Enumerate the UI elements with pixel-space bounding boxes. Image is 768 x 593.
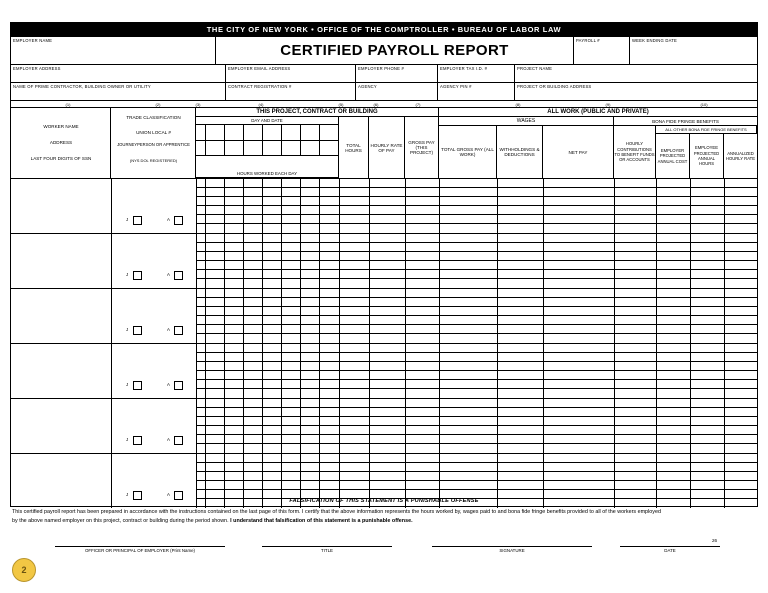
field-week-ending-date[interactable]: WEEK ENDING DATE <box>630 37 757 65</box>
field-agency[interactable]: AGENCY <box>356 83 438 101</box>
field-contract-registration[interactable]: CONTRACT REGISTRATION # <box>226 83 356 101</box>
guide-7: (7) <box>415 102 421 107</box>
guide-8: (8) <box>515 102 521 107</box>
header-hourly-contributions: HOURLY CONTRIBUTIONS TO BENEFIT FUNDS OR ACCOUNTS <box>614 126 656 178</box>
header-gross-pay-this-project: GROSS PAY (THIS PROJECT) <box>405 117 439 178</box>
day-date-grid <box>196 125 339 156</box>
caption-title: TITLE <box>321 548 333 553</box>
header-journeyperson-apprentice: JOURNEYPERSON OR APPRENTICE <box>117 142 190 147</box>
apprentice-label: A <box>167 437 170 442</box>
guide-10: (10) <box>700 102 708 107</box>
apprentice-label: A <box>167 492 170 497</box>
header-trade-classification: TRADE CLASSIFICATION <box>126 115 181 120</box>
header-employer-projected-annual-cost: EMPLOYER PROJECTED ANNUAL COST <box>656 134 690 178</box>
field-project-or-building-address[interactable]: PROJECT OR BUILDING ADDRESS <box>515 83 757 101</box>
header-annualized-hourly-rate: ANNUALIZED HOURLY RATE <box>725 150 756 161</box>
page-title: CERTIFIED PAYROLL REPORT <box>216 37 574 65</box>
certification-line-2-bold: I understand that falsification of this statement is a punishable offense. <box>230 517 413 524</box>
apprentice-label: A <box>167 327 170 332</box>
caption-officer: OFFICER OR PRINCIPAL OF EMPLOYER (Print Name) <box>84 548 196 553</box>
apprentice-checkbox[interactable] <box>174 436 183 445</box>
group-header-wages: WAGES <box>439 117 614 126</box>
journeyperson-label: J <box>126 217 129 222</box>
guide-2: (2) <box>155 102 161 107</box>
header-hourly-rate-of-pay: HOURLY RATE OF PAY <box>369 117 405 178</box>
field-project-name[interactable]: PROJECT NAME <box>515 65 757 83</box>
apprentice-checkbox[interactable] <box>174 381 183 390</box>
journeyperson-checkbox[interactable] <box>133 216 142 225</box>
guide-6: (6) <box>373 102 379 107</box>
guide-4: (4) <box>258 102 264 107</box>
journeyperson-label: J <box>126 492 129 497</box>
field-employer-email[interactable]: EMPLOYER EMAIL ADDRESS <box>226 65 356 83</box>
guide-1: (1) <box>65 102 71 107</box>
form-frame <box>10 36 758 507</box>
header-withholdings-deductions: WITHHOLDINGS & DEDUCTIONS <box>497 126 543 178</box>
table-row[interactable] <box>11 398 757 453</box>
group-header-bona-fide-fringe: BONA FIDE FRINGE BENEFITS <box>614 117 757 126</box>
journeyperson-checkbox[interactable] <box>133 326 142 335</box>
field-agency-pin[interactable]: AGENCY PIN # <box>438 83 515 101</box>
table-row[interactable] <box>11 178 757 233</box>
apprentice-checkbox[interactable] <box>174 271 183 280</box>
field-employer-tax-id[interactable]: EMPLOYER TAX I.D. # <box>438 65 515 83</box>
journeyperson-checkbox[interactable] <box>133 271 142 280</box>
apprentice-label: A <box>167 382 170 387</box>
header-employee-projected-annual-hours: EMPLOYEE PROJECTED ANNUAL HOURS <box>690 134 724 178</box>
header-net-pay: NET PAY <box>543 126 614 178</box>
falsification-notice: FALSIFICATION OF THIS STATEMENT IS A PUNISHABLE OFFENSE <box>289 498 479 504</box>
journeyperson-label: J <box>126 272 129 277</box>
field-name-of-prime-contractor[interactable]: NAME OF PRIME CONTRACTOR, BUILDING OWNER OR UTILITY <box>11 83 226 101</box>
signature-line-signature[interactable] <box>432 546 592 547</box>
header-worker-address: ADDRESS <box>49 140 73 145</box>
group-header-all-other-fringe: ALL OTHER BONA FIDE FRINGE BENEFITS <box>656 126 757 134</box>
certification-statement <box>12 508 756 526</box>
table-row[interactable] <box>11 233 757 288</box>
apprentice-checkbox[interactable] <box>174 216 183 225</box>
journeyperson-checkbox[interactable] <box>133 381 142 390</box>
certification-line-2-plain: by the above named employer on this project, contract or building during the period shown. <box>12 517 231 524</box>
group-header-all-work: ALL WORK (PUBLIC AND PRIVATE) <box>439 108 757 117</box>
field-employer-name[interactable]: EMPLOYER NAME <box>11 37 216 65</box>
header-worker-block <box>11 108 111 178</box>
header-trade-block <box>111 108 196 178</box>
page-badge: 2 <box>12 558 36 582</box>
apprentice-checkbox[interactable] <box>174 326 183 335</box>
header-worker-name: WORKER NAME <box>43 124 79 129</box>
signature-line-officer[interactable] <box>55 546 225 547</box>
journeyperson-label: J <box>126 382 129 387</box>
signature-line-date[interactable] <box>620 546 720 547</box>
guide-5: (5) <box>338 102 344 107</box>
guide-3: (3) <box>195 102 201 107</box>
journeyperson-checkbox[interactable] <box>133 436 142 445</box>
table-row[interactable] <box>11 343 757 398</box>
caption-date: DATE <box>664 548 676 553</box>
header-hours-worked-each-day: HOURS WORKED EACH DAY <box>196 156 339 178</box>
header-total-gross-pay-all-work: TOTAL GROSS PAY (ALL WORK) <box>439 126 497 178</box>
field-employer-phone[interactable]: EMPLOYER PHONE # <box>356 65 438 83</box>
table-row[interactable] <box>11 288 757 343</box>
journeyperson-label: J <box>126 327 129 332</box>
header-worker-ssn: LAST FOUR DIGITS OF SSN <box>30 156 92 161</box>
agency-banner: THE CITY OF NEW YORK • OFFICE OF THE COMPTROLLER • BUREAU OF LABOR LAW <box>10 22 758 36</box>
field-payroll-number[interactable]: PAYROLL # <box>574 37 630 65</box>
certification-line-1: This certified payroll report has been prepared in accordance with the instructions contained on the last page of this form. I certify that the above information represents the hours worked by, wages paid to and bona fide fringe benefits provided to all of the workers employed <box>12 509 661 515</box>
column-guide-row <box>11 101 757 108</box>
header-union-local: UNION LOCAL # <box>136 130 171 135</box>
certification-line-2 <box>12 517 756 526</box>
caption-signature: SIGNATURE <box>499 548 525 553</box>
apprentice-label: A <box>167 217 170 222</box>
journeyperson-label: J <box>126 437 129 442</box>
field-employer-address[interactable]: EMPLOYER ADDRESS <box>11 65 226 83</box>
page-number: 26 <box>712 538 718 543</box>
header-total-hours: TOTAL HOURS <box>339 117 369 178</box>
header-day-and-date: DAY AND DATE <box>196 117 339 125</box>
signature-line-title[interactable] <box>262 546 392 547</box>
group-header-this-project: THIS PROJECT, CONTRACT OR BUILDING <box>196 108 439 117</box>
header-dol-registered: (NYS DOL REGISTERED) <box>129 158 178 163</box>
guide-9: (9) <box>605 102 611 107</box>
apprentice-label: A <box>167 272 170 277</box>
